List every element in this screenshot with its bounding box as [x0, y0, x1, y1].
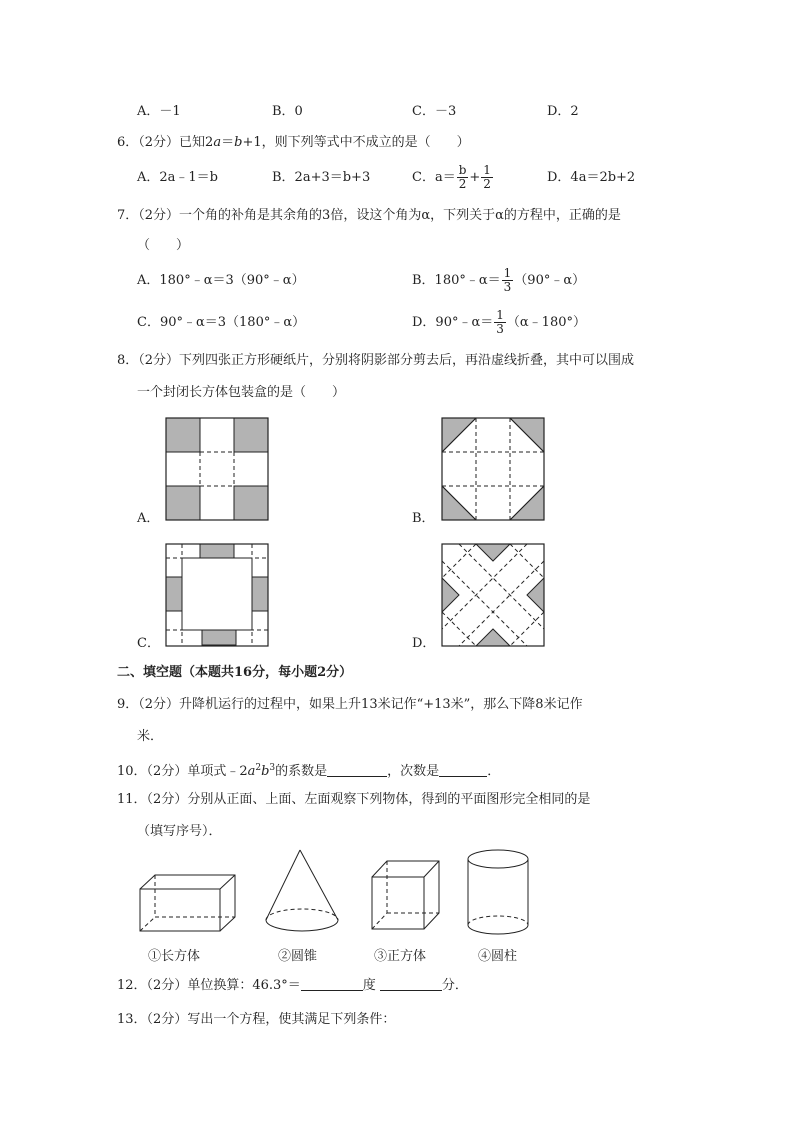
q11-solids-figure — [135, 845, 535, 945]
q6-option-b: B．2a+3＝b+3 — [272, 170, 371, 185]
q6-stem: 6．（2分）已知2a＝b+1，则下列等式中不成立的是（ ） — [117, 135, 470, 150]
q11-line2: （填写序号）． — [137, 824, 222, 839]
q7-option-c: C．90°﹣α＝3（180°﹣α） — [137, 315, 306, 330]
q9-line2: 米． — [137, 729, 164, 744]
q6-option-c: C．a＝ $\frac{b}{2}$ + $\frac{1}{2}$ — [412, 163, 491, 191]
q8-figure-d — [441, 543, 545, 647]
q7-stem-line1: 7．（2分）一个角的补角是其余角的3倍，设这个角为α，下列关于α的方程中，正确的是 — [117, 208, 621, 223]
caption-cube: ③正方体 — [374, 949, 427, 964]
q7-option-b: B．180°﹣α＝ $\frac{1}{3}$ （90°﹣α） — [412, 266, 586, 294]
section-title: 二、填空题（本题共16分，每小题2分） — [117, 665, 353, 680]
q8-figure-c — [165, 543, 269, 647]
q7-option-d: D．90°﹣α＝ $\frac{1}{3}$ （α﹣180°） — [412, 308, 586, 336]
fraction: $\frac{b}{2}$ — [458, 163, 467, 191]
q5-option-b: B．0 — [272, 104, 303, 119]
q8-stem-line2: 一个封闭长方体包装盒的是（ ） — [137, 385, 346, 400]
cylinder-figure — [468, 850, 528, 934]
fraction: $\frac{1}{3}$ — [496, 308, 504, 336]
q7-stem-line2: （ ） — [137, 238, 190, 253]
fraction: $\frac{1}{2}$ — [483, 163, 491, 191]
q8-label-a: A． — [137, 511, 160, 526]
cube-figure — [372, 861, 439, 929]
q6-option-d: D．4a＝2b+2 — [547, 170, 636, 185]
q5-option-a: A．－1 — [137, 104, 181, 119]
q9-line1: 9．（2分）升降机运行的过程中，如果上升13米记作“+13米”，那么下降8米记作 — [117, 697, 583, 712]
answer-blank[interactable] — [439, 764, 487, 777]
q12-stem: 12．（2分）单位换算：46.3°＝ 度 分． — [117, 978, 468, 993]
cone-figure — [266, 850, 338, 931]
q8-figure-b — [441, 417, 545, 521]
q8-label-b: B． — [412, 511, 435, 526]
q8-figure-a — [165, 417, 269, 521]
answer-blank[interactable] — [327, 764, 387, 777]
q8-stem-line1: 8．（2分）下列四张正方形硬纸片，分别将阴影部分剪去后，再沿虚线折叠，其中可以围成 — [117, 353, 635, 368]
caption-cone: ②圆锥 — [278, 949, 318, 964]
cuboid-figure — [140, 875, 235, 931]
q5-option-d: D．2 — [547, 104, 579, 119]
q8-label-c: C． — [137, 636, 160, 651]
q10-stem: 10．（2分）单项式$﹣2a^2b^3$的系数是 ，次数是 ． — [117, 763, 501, 779]
answer-blank[interactable] — [380, 978, 442, 991]
q11-line1: 11．（2分）分别从正面、上面、左面观察下列物体，得到的平面图形完全相同的是 — [117, 792, 591, 807]
caption-cuboid: ①长方体 — [148, 949, 201, 964]
q5-option-c: C．－3 — [412, 104, 457, 119]
q6-option-a: A．2a﹣1＝b — [137, 170, 219, 185]
q7-option-a: A．180°﹣α＝3（90°﹣α） — [137, 273, 305, 288]
q8-label-d: D． — [412, 636, 436, 651]
answer-blank[interactable] — [301, 978, 363, 991]
q13-stem: 13．（2分）写出一个方程，使其满足下列条件： — [117, 1012, 396, 1027]
fraction: $\frac{1}{3}$ — [503, 266, 512, 294]
caption-cylinder: ④圆柱 — [478, 949, 518, 964]
